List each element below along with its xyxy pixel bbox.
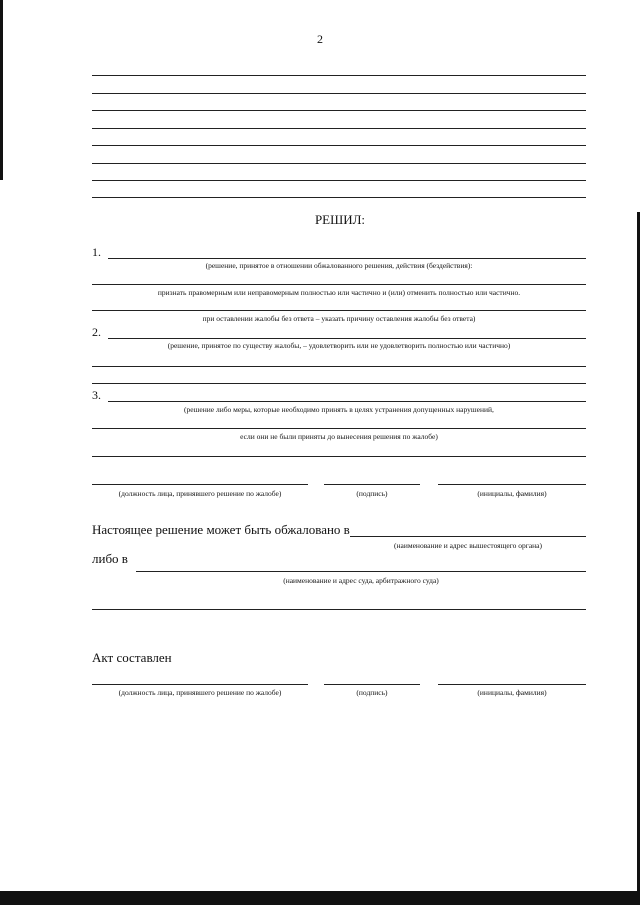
item-3-line-3 <box>92 456 586 457</box>
signature-1-initials-caption: (инициалы, фамилия) <box>477 489 547 498</box>
signature-2-sign-caption: (подпись) <box>356 688 388 697</box>
item-3-line <box>108 401 586 402</box>
item-1-line-2 <box>92 284 586 285</box>
act-text: Акт составлен <box>92 650 172 665</box>
ruled-line <box>92 110 586 111</box>
signature-2-position-line <box>92 684 308 685</box>
item-1-caption-2: признать правомерным или неправомерным полностью или частично и (или) отменить полностью или частично. <box>157 288 521 297</box>
decision-heading: РЕШИЛ: <box>314 212 366 227</box>
appeal-court-line-2 <box>92 609 586 610</box>
item-3-number: 3. <box>92 388 101 402</box>
item-2-line <box>108 338 586 339</box>
item-2-line-2 <box>92 366 586 367</box>
item-3-caption: (решение либо меры, которые необходимо принять в целях устранения допущенных нарушений, <box>184 405 494 414</box>
ruled-line <box>92 93 586 94</box>
ruled-line <box>92 145 586 146</box>
scan-edge-left <box>0 0 3 180</box>
ruled-line <box>92 128 586 129</box>
appeal-authority-caption: (наименование и адрес вышестоящего органа) <box>394 541 542 550</box>
item-2-number: 2. <box>92 325 101 339</box>
signature-1-position-line <box>92 484 308 485</box>
signature-1-position-caption: (должность лица, принявшего решение по жалобе) <box>118 489 282 498</box>
item-1-caption: (решение, принятое в отношении обжалованного решения, действия (бездействия): <box>205 261 473 270</box>
signature-2-initials-caption: (инициалы, фамилия) <box>477 688 547 697</box>
item-3-caption-2: если они не были приняты до вынесения решения по жалобе) <box>240 432 438 441</box>
item-2-caption: (решение, принятое по существу жалобы, – удовлетворить или не удовлетворить полностью или частично) <box>167 341 511 350</box>
appeal-authority-line <box>350 536 586 537</box>
signature-1-sign-line <box>324 484 420 485</box>
appeal-or-text: либо в <box>92 551 128 566</box>
ruled-line <box>92 75 586 76</box>
item-1-line-3 <box>92 310 586 311</box>
signature-2-sign-line <box>324 684 420 685</box>
appeal-court-caption: (наименование и адрес суда, арбитражного суда) <box>283 576 439 585</box>
signature-1-initials-line <box>438 484 586 485</box>
signature-1-sign-caption: (подпись) <box>356 489 388 498</box>
ruled-line <box>92 163 586 164</box>
appeal-court-line <box>136 571 586 572</box>
ruled-line <box>92 197 586 198</box>
item-2-line-3 <box>92 383 586 384</box>
appeal-text: Настоящее решение может быть обжаловано в <box>92 522 350 537</box>
item-1-caption-3: при оставлении жалобы без ответа – указать причину оставления жалобы без ответа) <box>202 314 476 323</box>
signature-2-position-caption: (должность лица, принявшего решение по жалобе) <box>118 688 282 697</box>
scan-bottom-edge <box>0 891 640 905</box>
page-number: 2 <box>317 32 323 46</box>
item-1-line <box>108 258 586 259</box>
item-3-line-2 <box>92 428 586 429</box>
ruled-line <box>92 180 586 181</box>
signature-2-initials-line <box>438 684 586 685</box>
item-1-number: 1. <box>92 245 101 259</box>
